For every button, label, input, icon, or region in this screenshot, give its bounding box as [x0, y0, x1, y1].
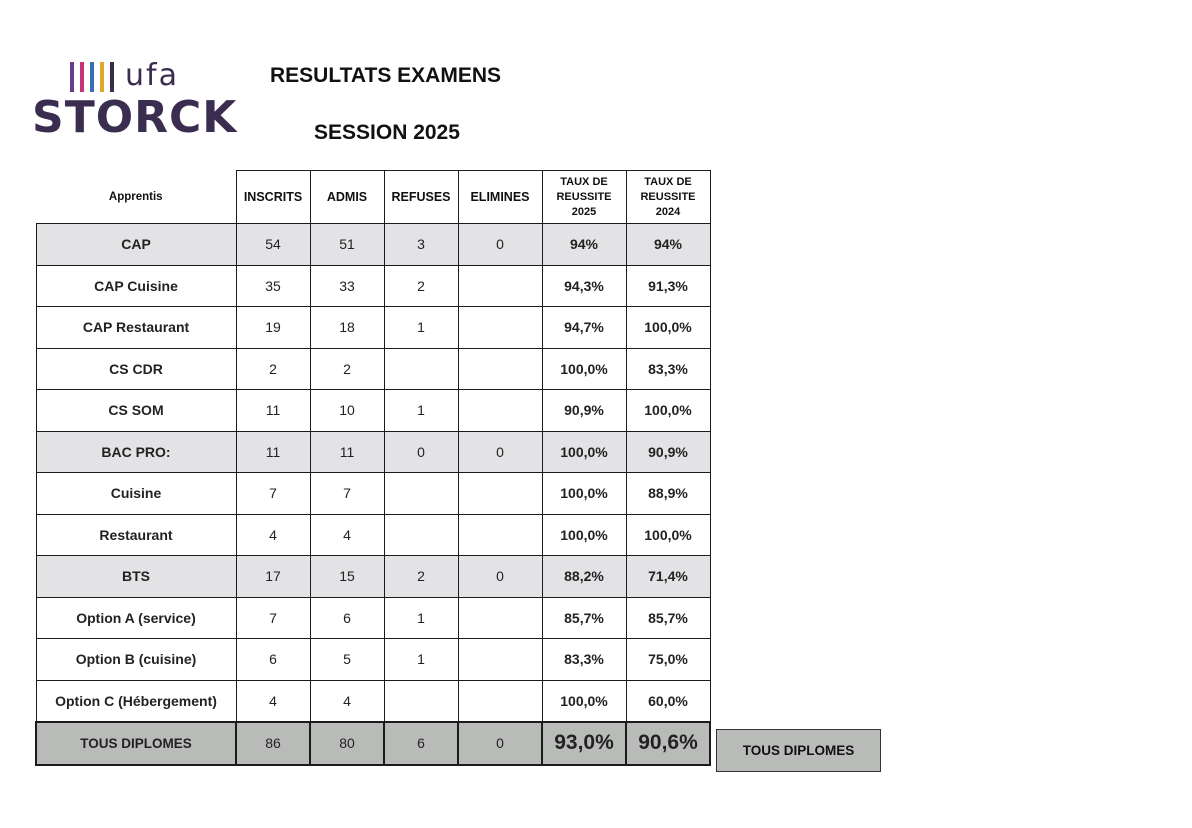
cell-inscrits: 7 — [236, 473, 310, 515]
cell-inscrits: 54 — [236, 224, 310, 266]
header-inscrits: INSCRITS — [236, 171, 310, 224]
table-row — [36, 639, 710, 681]
row-label: CAP Restaurant — [36, 307, 236, 349]
cell-taux-2025: 94,3% — [542, 265, 626, 307]
cell-taux-2025: 90,9% — [542, 390, 626, 432]
table-row — [36, 265, 710, 307]
cell-elimines: 0 — [458, 556, 542, 598]
cell-taux-2025: 85,7% — [542, 597, 626, 639]
table-row — [36, 473, 710, 515]
cell-inscrits: 4 — [236, 680, 310, 722]
row-label: Option C (Hébergement) — [36, 680, 236, 722]
cell-refuses: 1 — [384, 639, 458, 681]
session-title: SESSION 2025 — [314, 121, 460, 144]
row-label: Restaurant — [36, 514, 236, 556]
cell-refuses: 2 — [384, 265, 458, 307]
cell-inscrits: 17 — [236, 556, 310, 598]
cell-admis: 11 — [310, 431, 384, 473]
cell-taux-2025: 100,0% — [542, 348, 626, 390]
cell-refuses: 0 — [384, 431, 458, 473]
cell-elimines — [458, 390, 542, 432]
row-label: Option B (cuisine) — [36, 639, 236, 681]
logo-text-storck: STORCK — [32, 92, 238, 143]
cell-inscrits: 35 — [236, 265, 310, 307]
cell-refuses: 3 — [384, 224, 458, 266]
cell-elimines — [458, 348, 542, 390]
cell-taux-2025: 83,3% — [542, 639, 626, 681]
cell-elimines — [458, 473, 542, 515]
logo-bar — [70, 62, 74, 92]
cell-inscrits: 11 — [236, 431, 310, 473]
cell-taux-2024: 100,0% — [626, 307, 710, 349]
cell-taux-2024: 100,0% — [626, 390, 710, 432]
row-label: CS CDR — [36, 348, 236, 390]
cell-taux-2024: 85,7% — [626, 597, 710, 639]
total-refuses: 6 — [384, 722, 458, 765]
cell-elimines — [458, 639, 542, 681]
cell-elimines — [458, 514, 542, 556]
table-row — [36, 597, 710, 639]
cell-refuses: 1 — [384, 307, 458, 349]
cell-admis: 15 — [310, 556, 384, 598]
cell-taux-2025: 100,0% — [542, 431, 626, 473]
row-label: CAP Cuisine — [36, 265, 236, 307]
cell-taux-2025: 100,0% — [542, 473, 626, 515]
cell-admis: 7 — [310, 473, 384, 515]
ufa-storck-logo — [30, 58, 238, 143]
total-elimines: 0 — [458, 722, 542, 765]
cell-refuses: 2 — [384, 556, 458, 598]
cell-taux-2025: 94,7% — [542, 307, 626, 349]
total-admis: 80 — [310, 722, 384, 765]
side-total-label: TOUS DIPLOMES — [716, 729, 881, 772]
page-title: RESULTATS EXAMENS — [270, 64, 502, 87]
cell-elimines — [458, 597, 542, 639]
cell-taux-2024: 75,0% — [626, 639, 710, 681]
cell-inscrits: 7 — [236, 597, 310, 639]
cell-taux-2024: 91,3% — [626, 265, 710, 307]
cell-admis: 4 — [310, 514, 384, 556]
total-row — [36, 722, 710, 765]
total-taux-2025: 93,0% — [542, 722, 626, 765]
cell-admis: 2 — [310, 348, 384, 390]
header-taux-2025-line: 2025 — [571, 205, 597, 218]
cell-taux-2025: 88,2% — [542, 556, 626, 598]
cell-taux-2024: 83,3% — [626, 348, 710, 390]
group-row — [36, 556, 710, 598]
header-taux-2025-line: TAUX DE — [560, 175, 608, 188]
header-taux-2025 — [542, 171, 626, 224]
header-refuses: REFUSES — [384, 171, 458, 224]
logo-bar — [110, 62, 114, 92]
cell-admis: 5 — [310, 639, 384, 681]
total-taux-2024: 90,6% — [626, 722, 710, 765]
logo-bar — [90, 62, 94, 92]
cell-taux-2024: 88,9% — [626, 473, 710, 515]
header-taux-2024-line: TAUX DE — [644, 175, 692, 188]
cell-taux-2025: 100,0% — [542, 514, 626, 556]
group-row — [36, 224, 710, 266]
header-elimines: ELIMINES — [458, 171, 542, 224]
cell-elimines: 0 — [458, 431, 542, 473]
row-label: Cuisine — [36, 473, 236, 515]
table-header-row — [36, 171, 710, 224]
header-taux-2024-line: 2024 — [655, 205, 681, 218]
header-taux-2024 — [626, 171, 710, 224]
cell-elimines — [458, 680, 542, 722]
cell-refuses — [384, 348, 458, 390]
cell-taux-2024: 71,4% — [626, 556, 710, 598]
row-label: BTS — [36, 556, 236, 598]
row-label: Option A (service) — [36, 597, 236, 639]
table-row — [36, 307, 710, 349]
cell-refuses: 1 — [384, 597, 458, 639]
cell-admis: 18 — [310, 307, 384, 349]
cell-admis: 4 — [310, 680, 384, 722]
cell-refuses — [384, 473, 458, 515]
cell-taux-2024: 90,9% — [626, 431, 710, 473]
table-row — [36, 680, 710, 722]
row-label: CS SOM — [36, 390, 236, 432]
total-label: TOUS DIPLOMES — [36, 722, 236, 765]
header-apprentis: Apprentis — [108, 190, 163, 203]
cell-elimines — [458, 307, 542, 349]
cell-taux-2024: 100,0% — [626, 514, 710, 556]
header-taux-2024-line: REUSSITE — [640, 190, 696, 203]
cell-admis: 51 — [310, 224, 384, 266]
cell-elimines — [458, 265, 542, 307]
cell-inscrits: 2 — [236, 348, 310, 390]
cell-taux-2024: 60,0% — [626, 680, 710, 722]
cell-taux-2025: 100,0% — [542, 680, 626, 722]
group-row — [36, 431, 710, 473]
cell-refuses: 1 — [384, 390, 458, 432]
table-row — [36, 514, 710, 556]
cell-inscrits: 4 — [236, 514, 310, 556]
cell-inscrits: 6 — [236, 639, 310, 681]
logo-bar — [100, 62, 104, 92]
cell-elimines: 0 — [458, 224, 542, 266]
header-admis: ADMIS — [310, 171, 384, 224]
logo-bar — [80, 62, 84, 92]
cell-inscrits: 19 — [236, 307, 310, 349]
total-inscrits: 86 — [236, 722, 310, 765]
logo-text-ufa: ufa — [125, 58, 179, 93]
table-row — [36, 390, 710, 432]
cell-refuses — [384, 514, 458, 556]
cell-admis: 6 — [310, 597, 384, 639]
results-table — [35, 170, 711, 766]
cell-refuses — [384, 680, 458, 722]
cell-admis: 10 — [310, 390, 384, 432]
header-taux-2025-line: REUSSITE — [556, 190, 612, 203]
cell-admis: 33 — [310, 265, 384, 307]
cell-taux-2024: 94% — [626, 224, 710, 266]
table-row — [36, 348, 710, 390]
cell-taux-2025: 94% — [542, 224, 626, 266]
row-label: CAP — [36, 224, 236, 266]
cell-inscrits: 11 — [236, 390, 310, 432]
row-label: BAC PRO: — [36, 431, 236, 473]
